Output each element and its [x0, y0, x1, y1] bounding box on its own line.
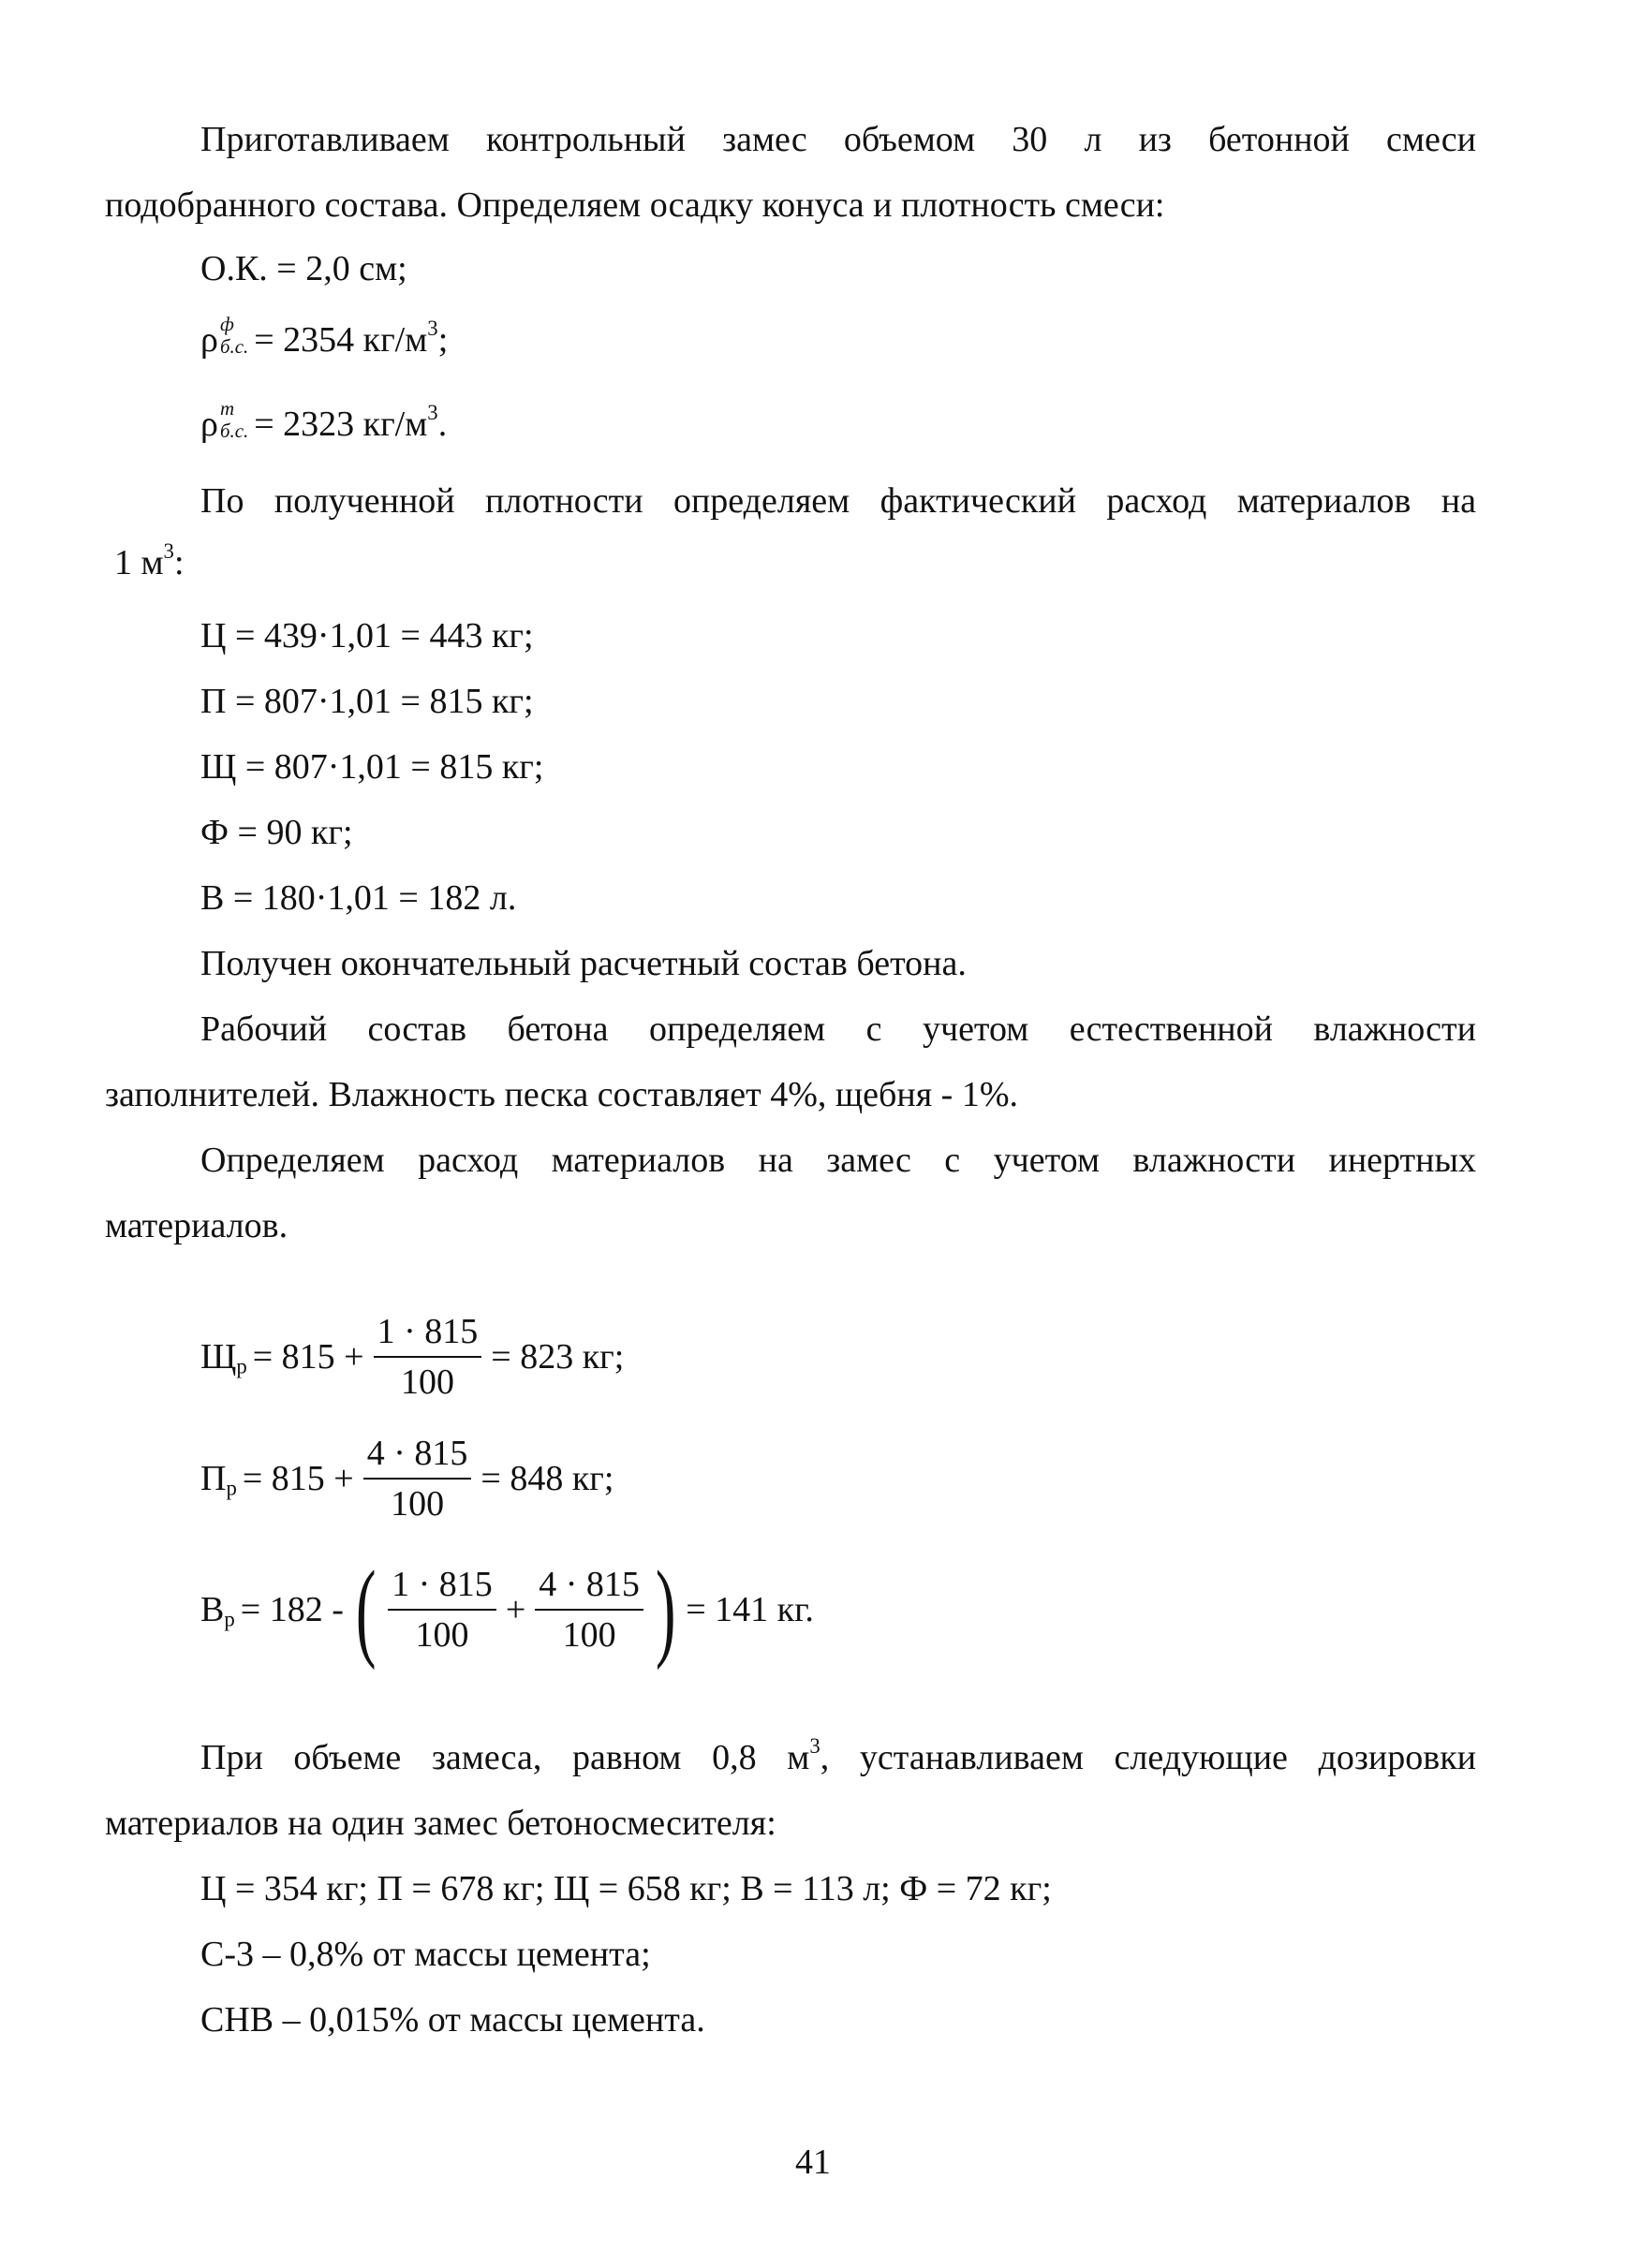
fraction-numerator: 1 · 815 [374, 1311, 482, 1358]
paragraph-2-unit: 1 м [114, 543, 164, 582]
density-actual-tail: ; [437, 319, 449, 360]
sand-line: П = 807·1,01 = 815 кг; [200, 682, 534, 721]
paragraph-5-line-1 [200, 1733, 1476, 1777]
paragraph-5-line-2: материалов на один замес бетоносмесителя: [105, 1804, 776, 1843]
density-actual-text: = 2354 кг/м [254, 319, 428, 360]
formula-result: = 823 кг; [491, 1337, 625, 1377]
fraction [374, 1311, 482, 1403]
fraction-numerator: 4 · 815 [363, 1433, 472, 1480]
rho-subscript: б.с. [219, 334, 249, 358]
paragraph-2-exp: 3 [163, 538, 174, 563]
fraction [363, 1433, 472, 1524]
paragraph-5-end: , устанавливаем следующие дозировки [820, 1738, 1476, 1777]
paragraph-5-start: При объеме замеса, равном 0,8 м [200, 1738, 810, 1777]
fraction-denominator: 100 [400, 1362, 454, 1402]
paragraph-5-exp: 3 [809, 1733, 820, 1758]
formula-lhs-symbol: В [200, 1590, 225, 1629]
paragraph-4-line-2: материалов. [105, 1206, 288, 1245]
paragraph-2-line-2 [114, 538, 185, 582]
density-theoretical-exp: 3 [427, 400, 438, 424]
fraction [535, 1564, 643, 1656]
density-actual [200, 315, 448, 358]
dosage-line: Ц = 354 кг; П = 678 кг; Щ = 658 кг; В = 113 л; Ф = 72 кг; [200, 1869, 1052, 1908]
fraction-numerator: 1 · 815 [388, 1564, 496, 1611]
fraction-denominator: 100 [562, 1615, 616, 1655]
density-theoretical-tail: . [437, 404, 448, 444]
formula-lhs-sub: р [236, 1354, 247, 1378]
formula-water-working [200, 1548, 814, 1671]
formula-lhs [200, 1336, 247, 1377]
formula-lhs-sub: р [224, 1607, 235, 1631]
density-theoretical-text: = 2323 кг/м [254, 404, 428, 444]
gravel-line: Щ = 807·1,01 = 815 кг; [200, 747, 544, 787]
density-theoretical [200, 399, 447, 442]
left-parenthesis: ( [355, 1548, 377, 1671]
formula-pre: = 815 + [242, 1459, 354, 1498]
rho-symbol: ρ [200, 404, 218, 444]
ash-line: Ф = 90 кг; [200, 813, 353, 852]
right-parenthesis: ) [655, 1548, 676, 1671]
paragraph-2-tail: : [173, 543, 185, 582]
fraction-denominator: 100 [391, 1484, 445, 1524]
formula-sand-working [200, 1433, 613, 1524]
fraction-denominator: 100 [415, 1615, 469, 1655]
paragraph-3-line-2: заполнителей. Влажность песка составляет 4%, щебня - 1%. [105, 1075, 1018, 1114]
density-actual-exp: 3 [427, 316, 438, 340]
final-composition-line: Получен окончательный расчетный состав бетона. [200, 944, 967, 983]
formula-lhs-symbol: П [200, 1459, 227, 1498]
plus-sign: + [505, 1590, 526, 1629]
formula-pre: = 815 + [252, 1337, 364, 1377]
paragraph-1-line-1: Приготавливаем контрольный замес объемом 30 л из бетонной смеси [200, 120, 1476, 159]
formula-lhs-sub: р [226, 1476, 237, 1500]
formula-result: = 141 кг. [686, 1590, 814, 1629]
paragraph-2-line-1: По полученной плотности определяем фактический расход материалов на [200, 481, 1476, 521]
additive-c3-line: С-3 – 0,8% от массы цемента; [200, 1935, 651, 1974]
paragraph-4-line-1: Определяем расход материалов на замес с учетом влажности инертных [200, 1141, 1476, 1180]
formula-lhs [200, 1589, 235, 1630]
formula-result: = 848 кг; [480, 1459, 614, 1498]
paragraph-1-line-2: подобранного состава. Определяем осадку конуса и плотность смеси: [105, 185, 1165, 225]
rho-superscript: ф [219, 313, 234, 335]
water-line: В = 180·1,01 = 182 л. [200, 878, 517, 918]
formula-lhs-symbol: Щ [200, 1337, 237, 1377]
formula-lhs [200, 1458, 237, 1499]
paragraph-3-line-1: Рабочий состав бетона определяем с учетом естественной влажности [200, 1009, 1476, 1049]
fraction [388, 1564, 496, 1656]
formula-gravel-working [200, 1311, 624, 1403]
page-number: 41 [795, 2143, 831, 2182]
slump-value: О.К. = 2,0 см; [200, 249, 407, 288]
fraction-numerator: 4 · 815 [535, 1564, 643, 1611]
formula-pre: = 182 - [240, 1590, 344, 1629]
additive-snv-line: СНВ – 0,015% от массы цемента. [200, 2000, 705, 2040]
rho-subscript: б.с. [219, 419, 249, 442]
cement-line: Ц = 439·1,01 = 443 кг; [200, 616, 534, 655]
rho-symbol: ρ [200, 319, 218, 360]
rho-superscript: т [219, 397, 235, 420]
